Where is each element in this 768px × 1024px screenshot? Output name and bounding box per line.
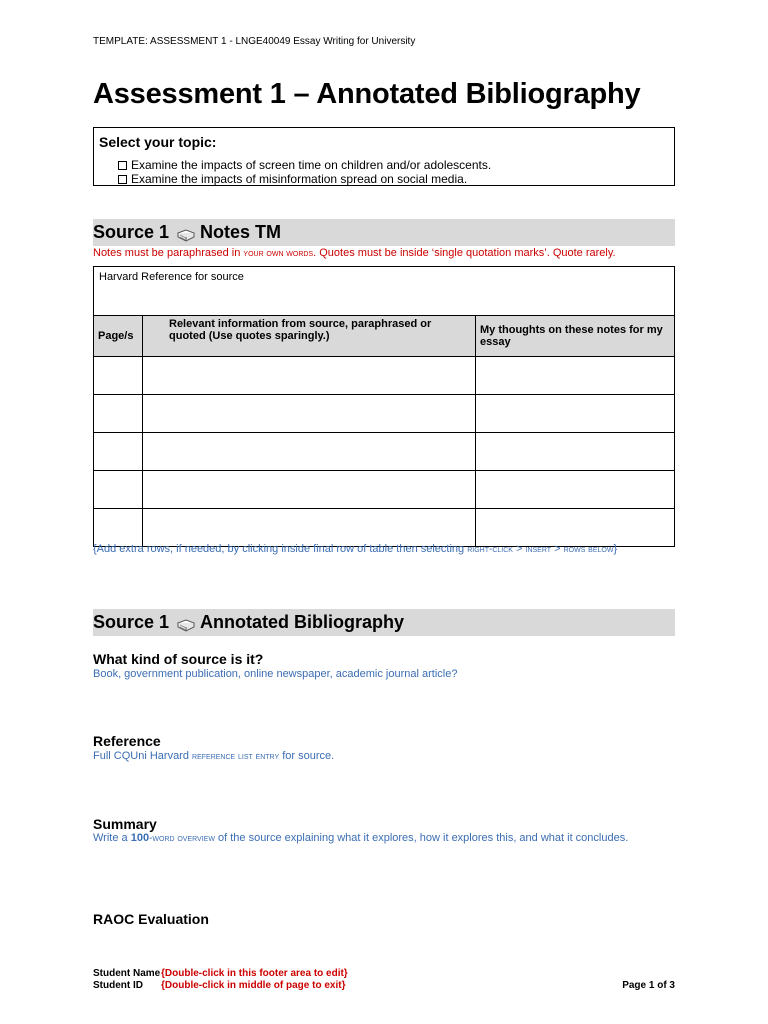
table-row [94,509,675,547]
checkbox[interactable] [118,161,127,170]
table-cell[interactable] [94,395,143,433]
table-cell[interactable] [476,357,675,395]
table-cell[interactable] [143,395,476,433]
annotated-section-heading [93,609,675,636]
table-cell[interactable] [143,357,476,395]
section-title-suffix: Annotated Bibliography [200,612,405,632]
reference-hint[interactable]: Full CQUni Harvard reference list entry for source. [93,750,335,762]
source-kind-hint[interactable]: Book, government publication, online newspaper, academic journal article? [93,668,458,680]
section-title-prefix: Source 1 [93,222,170,242]
raoc-heading: RAOC Evaluation [93,911,209,927]
table-cell[interactable] [143,433,476,471]
topic-option-label: Examine the impacts of screen time on children and/or adolescents. [131,158,492,172]
table-cell[interactable] [143,509,476,547]
table-cell[interactable] [94,433,143,471]
paraphrase-instruction: Notes must be paraphrased in your own words. Quotes must be inside ‘single quotation marks’. Quote rarely. [93,247,616,259]
table-cell[interactable] [94,471,143,509]
reference-label: Harvard Reference for source [99,271,244,283]
book-icon [177,616,195,630]
table-cell[interactable] [94,509,143,547]
table-header-row [94,316,675,357]
section-title-suffix: Notes TM [200,222,282,242]
table-cell[interactable] [476,433,675,471]
table-row [94,433,675,471]
topic-heading: Select your topic: [99,134,217,150]
topic-option-2[interactable] [118,172,467,186]
notes-table [93,266,675,547]
topic-option-label: Examine the impacts of misinformation spread on social media. [131,172,468,186]
column-header-thoughts: My thoughts on these notes for my essay [476,316,675,357]
extra-rows-instruction: {Add extra rows, if needed, by clicking inside final row of table then selecting right-click > insert > rows below} [93,543,618,555]
table-cell[interactable] [94,357,143,395]
footer-student-name[interactable] [93,968,348,979]
student-id-label: Student ID [93,980,143,991]
summary-heading: Summary [93,816,157,832]
section-title-prefix: Source 1 [93,612,170,632]
column-header-pages: Page/s [94,316,143,357]
page-number: Page 1 of 3 [622,980,675,991]
harvard-reference-cell[interactable] [94,267,675,316]
column-header-info: Relevant information from source, paraphrased or quoted (Use quotes sparingly.) [143,316,476,357]
table-cell[interactable] [476,395,675,433]
student-name-label: Student Name [93,968,161,979]
table-row [94,357,675,395]
checkbox[interactable] [118,175,127,184]
template-header: TEMPLATE: ASSESSMENT 1 - LNGE40049 Essay Writing for University [93,36,416,47]
table-cell[interactable] [476,509,675,547]
topic-selector [93,127,675,186]
source-kind-heading: What kind of source is it? [93,651,264,667]
table-cell[interactable] [476,471,675,509]
footer-student-id[interactable] [93,980,346,991]
topic-option-1[interactable] [118,158,491,172]
notes-section-heading [93,219,675,246]
student-name-value[interactable]: {Double-click in this footer area to edit} [161,968,348,979]
reference-heading: Reference [93,733,161,749]
summary-hint[interactable]: Write a 100-word overview of the source explaining what it explores, how it explores this, and what it concludes. [93,832,629,844]
page-title: Assessment 1 – Annotated Bibliography [93,78,641,110]
student-id-value[interactable]: {Double-click in middle of page to exit} [161,980,346,991]
table-cell[interactable] [143,471,476,509]
book-icon [177,226,195,240]
table-row [94,395,675,433]
table-row [94,471,675,509]
